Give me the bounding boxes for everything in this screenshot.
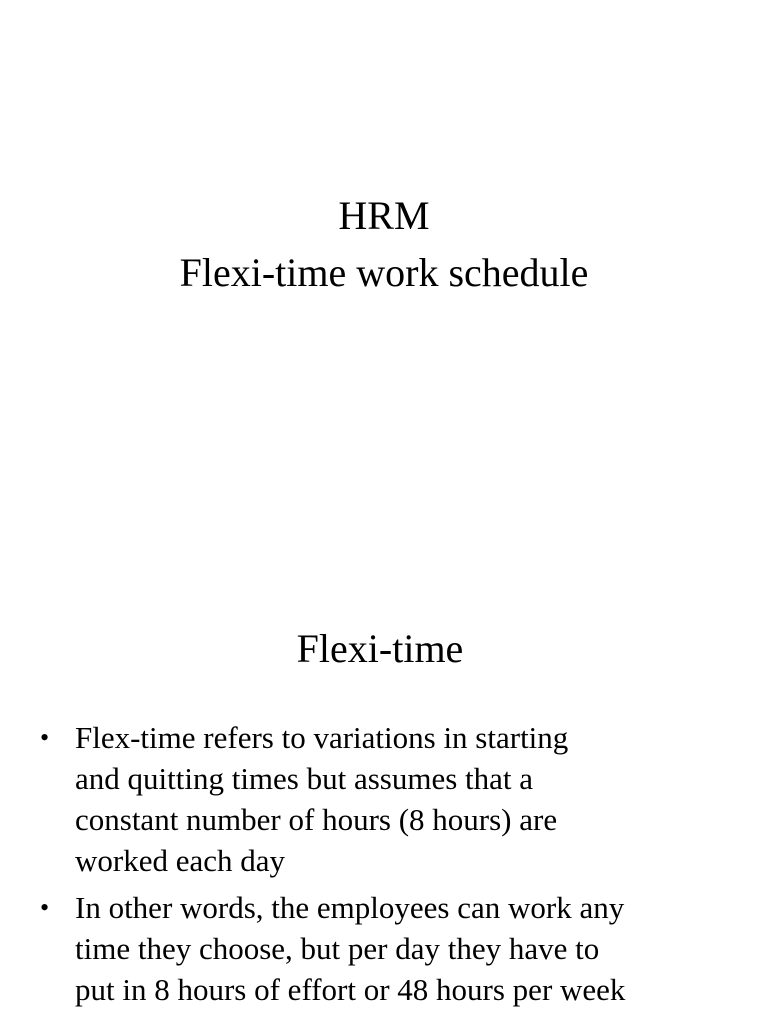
- bullet-text-line: and quitting times but assumes that a: [75, 761, 534, 796]
- bullet-text-line: Flex-time refers to variations in starting: [75, 720, 569, 755]
- bullet-item: [40, 717, 730, 881]
- content-slide: [0, 512, 768, 1024]
- bullet-list: [40, 717, 730, 1016]
- bullet-text-line: put in 8 hours of effort or 48 hours per week: [75, 972, 626, 1007]
- bullet-text-line: In other words, the employees can work any: [75, 890, 625, 925]
- bullet-text-line: time they choose, but per day they have to: [75, 931, 600, 966]
- bullet-text-line: constant number of hours (8 hours) are: [75, 802, 558, 837]
- slide-title: HRM: [338, 193, 430, 238]
- bullet-icon: •: [40, 723, 50, 752]
- bullet-icon: •: [40, 893, 50, 922]
- content-heading: Flexi-time: [296, 626, 464, 671]
- slide-subtitle: Flexi-time work schedule: [179, 250, 589, 295]
- bullet-text-line: worked each day: [75, 843, 286, 878]
- bullet-item: [40, 887, 730, 1010]
